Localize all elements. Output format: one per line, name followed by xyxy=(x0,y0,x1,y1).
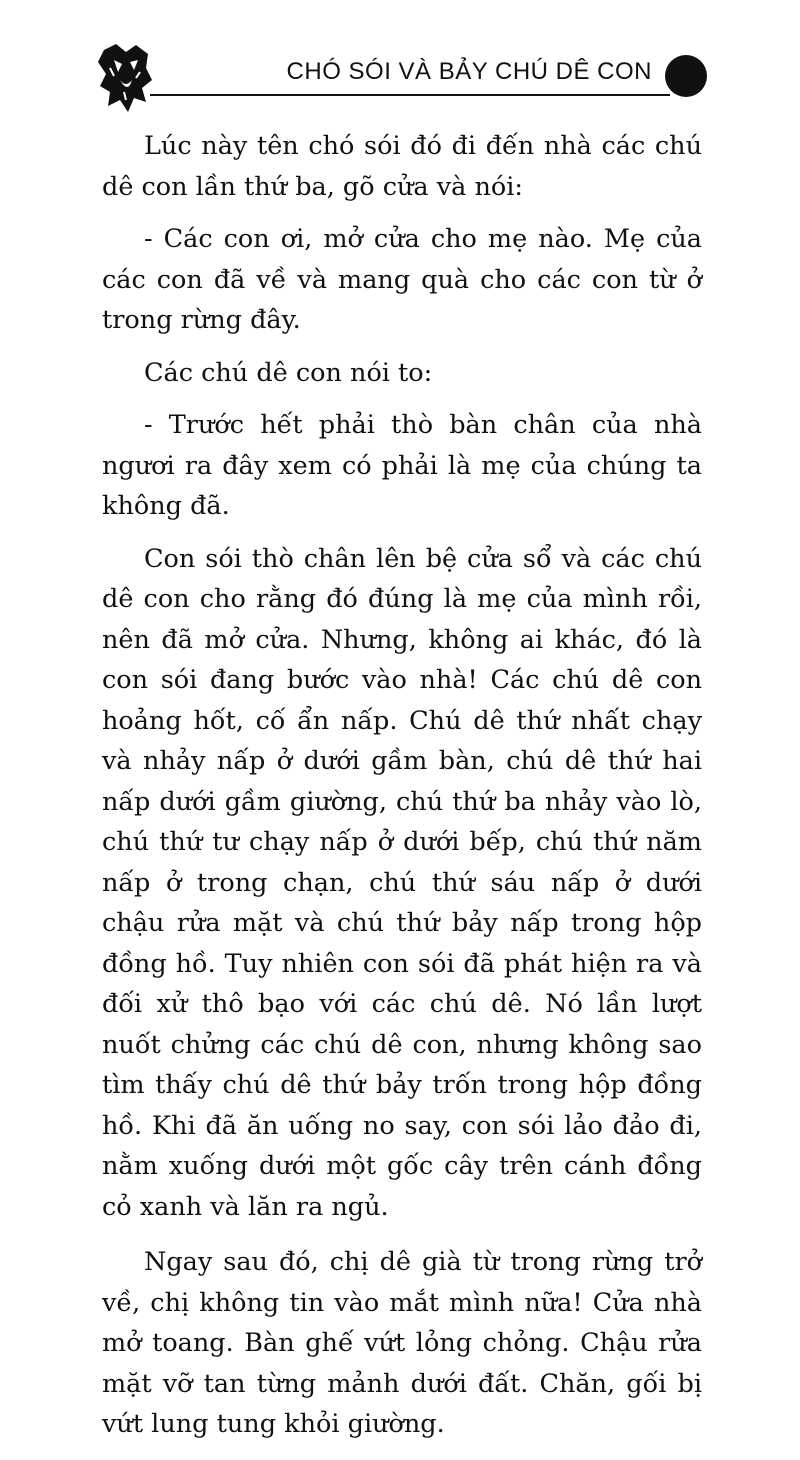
paragraph-2: - Các con ơi, mở cửa cho mẹ nào. Mẹ của các con đã về và mang quà cho các con từ ở trong rừng đây. xyxy=(102,224,702,335)
page-number-badge xyxy=(665,55,707,97)
paragraph-6: Ngay sau đó, chị dê già từ trong rừng trở về, chị không tin vào mắt mình nữa! Cửa nhà mở toang. Bàn ghế vứt lỏng chỏng. Chậu rửa mặt vỡ tan từng mảnh dưới đất. Chăn, gối bị vứt lung tung khỏi giường. xyxy=(102,1247,702,1439)
running-title: CHÓ SÓI VÀ BẢY CHÚ DÊ CON xyxy=(286,58,652,85)
wolf-emblem-icon xyxy=(96,42,154,114)
header-rule xyxy=(150,94,670,96)
paragraph-5: Con sói thò chân lên bệ cửa sổ và các chú dê con cho rằng đó đúng là mẹ của mình rồi, nên đã mở cửa. Nhưng, không ai khác, đó là con sói đang bước vào nhà! Các chú dê con hoảng hốt, cố ẩn nấp. Chú dê thứ nhất chạy và nhảy nấp ở dưới gầm bàn, chú dê thứ hai nấp dưới gầm giường, chú thứ ba nhảy vào lò, chú thứ tư chạy nấp ở dưới bếp, chú thứ năm nấp ở trong chạn, chú thứ sáu nấp ở dưới chậu rửa mặt và chú thứ bảy nấp trong hộp đồng hồ. Tuy nhiên con sói đã phát hiện ra và đối xử thô bạo với các chú dê. Nó lần lượt nuốt chửng các chú dê con, nhưng không sao tìm thấy chú dê thứ bảy trốn trong hộp đồng hồ. Khi đã ăn uống no say, con sói lảo đảo đi, nằm xuống dưới một gốc cây trên cánh đồng cỏ xanh và lăn ra ngủ. xyxy=(102,543,702,1222)
paragraph-1: Lúc này tên chó sói đó đi đến nhà các chú dê con lần thứ ba, gõ cửa và nói: xyxy=(102,131,702,202)
page-header xyxy=(0,0,800,110)
story-body xyxy=(102,126,702,1460)
paragraph-3: Các chú dê con nói to: xyxy=(144,357,433,388)
paragraph-4: - Trước hết phải thò bàn chân của nhà ngươi ra đây xem có phải là mẹ của chúng ta không đã. xyxy=(102,410,702,521)
